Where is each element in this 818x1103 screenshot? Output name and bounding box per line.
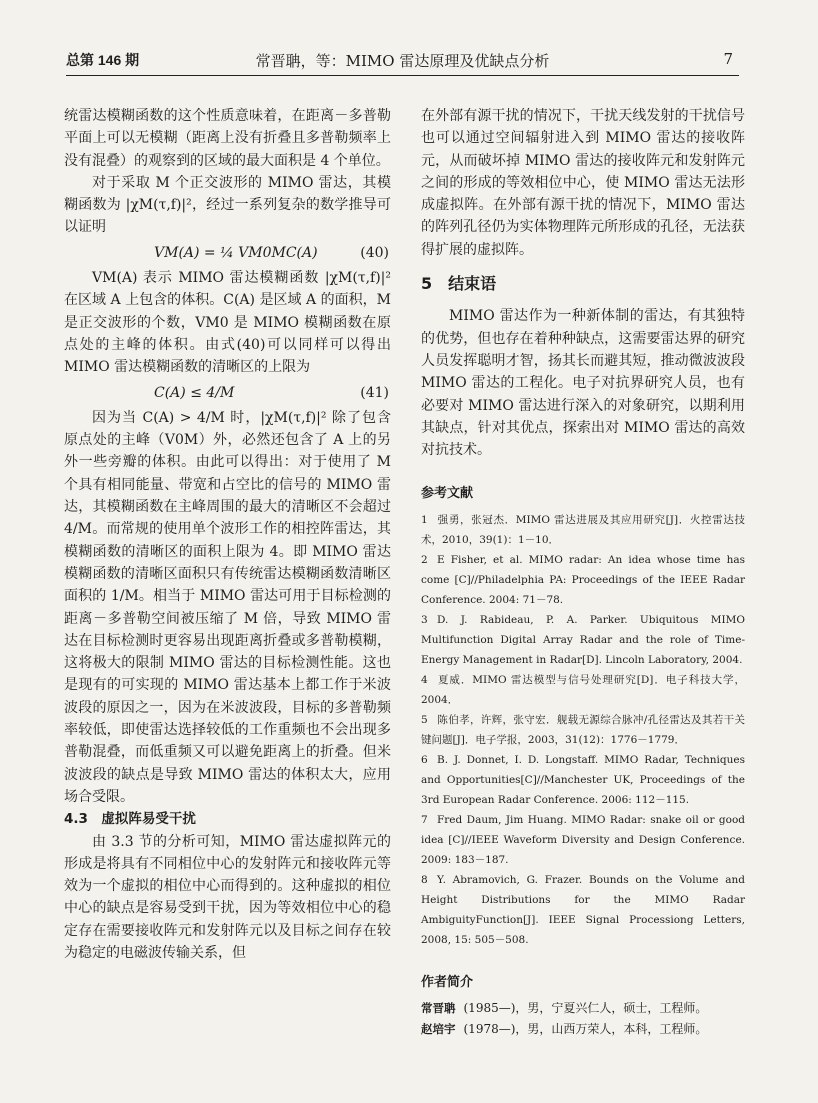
equation-41 [64,382,391,404]
section-heading: 5 结束语 [421,274,497,294]
paragraph: 对于采取 M 个正交波形的 MIMO 雷达，其模糊函数为 |χM(τ,f)|²，经过一系列复杂的数学推导可以证明 [64,174,391,236]
paragraph: 统雷达模糊函数的这个性质意味着，在距离－多普勒平面上可以无模糊（距离上没有折叠且多普勒频率上没有混叠）的观察到的区域的最大面积是 4 个单位。 [64,108,391,169]
author-bio: (1978—)，男，山西万荣人，本科，工程师。 [463,1022,708,1037]
reference-item: 3 D. J. Rabideau, P. A. Parker. Ubiquitous MIMO Multifunction Digital Array Radar and the role of Time-Energy Management in Radar[D]. Lincoln Laboratory, 2004. [421,613,745,666]
paragraph: 由 3.3 节的分析可知，MIMO 雷达虚拟阵元的形成是将具有不同相位中心的发射阵元和接收阵元等效为一个虚拟的相位中心而得到的。这种虚拟的相位中心的缺点是容易受到干扰，因为等效相位中心的稳定存在需要接收阵元和发射阵元以及目标之间存在较为稳定的电磁波传输关系，但 [64,833,391,961]
authors-heading: 作者简介 [421,974,474,990]
right-column [421,105,745,1040]
author-name: 常晋聃 [421,1001,456,1016]
reference-item: 1 强勇，张冠杰．MIMO 雷达进展及其应用研究[J]．火控雷达技术，2010，39(1)：1－10． [421,513,745,546]
paragraph: 在外部有源干扰的情况下，干扰天线发射的干扰信号也可以通过空间辐射进入到 MIMO 雷达的接收阵元，从而破坏掉 MIMO 雷达的接收阵元和发射阵元之间的形成的等效相位中心，使 MIMO 雷达无法形成虚拟阵。在外部有源干扰的情况下，MIMO 雷达的阵列孔径仍为实体物理阵元所形成的孔径，无法获得扩展的虚拟阵。 [421,108,745,258]
reference-item: 4 夏威．MIMO 雷达模型与信号处理研究[D]．电子科技大学，2004． [421,673,745,706]
reference-item: 7 Fred Daum, Jim Huang. MIMO Radar: snake oil or good idea [C]//IEEE Waveform Diversity and Design Conference. 2009: 183－187. [421,813,745,866]
left-column [64,105,391,964]
equation-40 [64,242,391,264]
page-number: 7 [723,50,733,68]
paragraph: VM(A) 表示 MIMO 雷达模糊函数 |χM(τ,f)|² 在区域 A 上包含的体积。C(A) 是区域 A 的面积，M 是正交波形的个数，VM0 是 MIMO 模糊函数在原点处的主峰的体积。由式(40)可以同样可以得出 MIMO 雷达模糊函数的清晰区的上限为 [64,270,391,376]
equation-number: (41) [360,384,389,401]
author-entry [421,1019,745,1040]
reference-item: 8 Y. Abramovich, G. Frazer. Bounds on the Volume and Height Distributions for the MIMO Radar AmbiguityFunction[J]. IEEE Signal Processiong Letters, 2008, 15: 505－508. [421,873,745,946]
reference-item: 5 陈伯孝，许辉，张守宏．舰载无源综合脉冲/孔径雷达及其若干关键问题[J]．电子学报，2003，31(12)：1776－1779． [421,713,745,746]
references-heading: 参考文献 [421,486,474,502]
paragraph: MIMO 雷达作为一种新体制的雷达，有其独特的优势，但也存在着种种缺点，这需要雷达界的研究人员发挥聪明才智，扬其长而避其短，推动微波波段 MIMO 雷达的工程化。电子对抗界研究人员，也有必要对 MIMO 雷达进行深入的对象研究，以期利用其缺点，针对其优点，探索出对 MIMO 雷达的高效对抗技术。 [421,308,745,459]
reference-item: 2 E Fisher, et al. MIMO radar: An idea whose time has come [C]//Philadelphia PA: Proceedings of the IEEE Radar Conference. 2004: 71－78. [421,553,745,606]
reference-list [421,510,745,950]
issue-number: 总第 146 期 [66,52,140,68]
reference-item: 6 B. J. Donnet, I. D. Longstaff. MIMO Radar, Techniques and Opportunities[C]//Manchester UK, Proceedings of the 3rd European Radar Conference. 2006: 112－115. [421,753,745,806]
header-rule [66,75,739,76]
equation-body: C(A) ≤ 4/M [154,384,235,401]
equation-number: (40) [360,244,389,261]
equation-body: VM(A) = ¼ VM0MC(A) [154,244,318,261]
author-entry [421,998,745,1019]
author-bio: (1985—)，男，宁夏兴仁人，硕士，工程师。 [463,1001,708,1016]
subsection-heading: 4.3 虚拟阵易受干扰 [64,811,196,828]
running-title: 常晋聃，等：MIMO 雷达原理及优缺点分析 [255,52,550,70]
running-header [66,50,739,76]
paragraph: 因为当 C(A) > 4/M 时，|χM(τ,f)|² 除了包含原点处的主峰（V0M）外，必然还包含了 A 上的另外一些旁瓣的体积。由此可以得出：对于使用了 M 个具有相同能量、带宽和占空比的信号的 MIMO 雷达，其模糊函数在主峰周围的最大的清晰区不会超过 4/M。而常规的使用单个波形工作的相控阵雷达，其模糊函数的清晰区的面积上限为 4。即 MIMO 雷达模糊函数的清晰区面积只有传统雷达模糊函数清晰区面积的 1/M。相当于 MIMO 雷达可用于目标检测的距离－多普勒空间被压缩了 M 倍，导致 MIMO 雷达在目标检测时更容易出现距离折叠或多普勒模糊，这将极大的限制 MIMO 雷达的目标检测性能。这也是现有的可实现的 MIMO 雷达基本上都工作于米波波段的原因之一，因为在米波波段，目标的多普勒频率较低，即使雷达选择较低的工作重频也不会出现多普勒混叠，而低重频又可以避免距离上的折叠。但米波波段的缺点是导致 MIMO 雷达的体积太大，应用场合受限。 [64,409,391,805]
author-name: 赵培宇 [421,1022,456,1037]
